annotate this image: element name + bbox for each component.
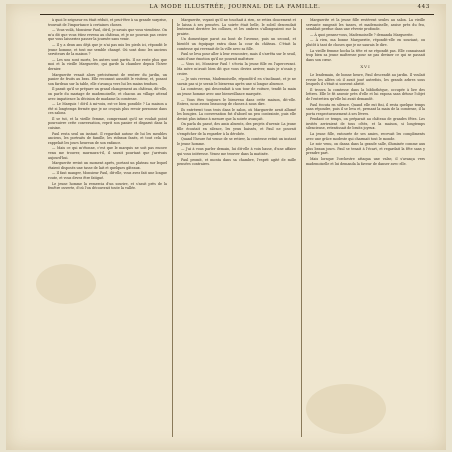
paragraph: Quand l'heure fut venue de se retirer, la comtesse retint un instant le jeune homme. <box>177 137 296 146</box>
paragraph: — À rien, ma bonne Marguerite, répondit-elle en souriant, ou plutôt à tant de choses que je ne saurais le dire. <box>306 38 425 47</box>
paragraph: Ils entrèrent tous trois dans le salon, où Marguerite avait allumé les bougies. La conversation fut d'abord un peu contrainte, puis elle devint plus intime à mesure que la soirée avançait. <box>177 107 296 121</box>
paragraph: Il parait qu'il se prépare un grand changement au château, dit-elle, on parle du mariage de mademoiselle, et chacun au village attend avec impatience la décision de madame la comtesse. <box>48 87 167 101</box>
column-separator <box>172 19 173 437</box>
paragraph: — Vous êtes toujours le bienvenu dans cette maison, dit-elle. Entrez, nous avons beaucoup de choses à nous dire. <box>177 97 296 107</box>
text-column-3 <box>306 18 425 438</box>
paragraph: Marguerite revint un moment après, portant un plateau sur lequel étaient disposés une tasse de lait et quelques gâteaux. <box>48 161 167 170</box>
paragraph: Il trouva la comtesse dans la bibliothèque, occupée à lire des lettres. Elle le fit asseoir près d'elle et lui exposa sans détour l'objet de l'entretien qu'elle lui avait demandé. <box>306 87 425 101</box>
paragraph: Paul resta seul un instant. Il regardait autour de lui les meubles anciens, les portraits de famille, les rideaux fanés, et tout cela lui rappelait les jours heureux de son enfance. <box>48 131 167 145</box>
paragraph: — Vous voilà, Monsieur Paul, dit-il, je savais que vous viendriez. On m'a dit que vous étiez revenu au château, et je ne pouvais pas croire que vous laisseriez passer la journée sans venir. <box>48 28 167 42</box>
paragraph: Marguerite et la jeune fille restèrent seules au salon. La vieille servante rangeait les tasses, et mademoiselle, assise près du feu, semblait perdue dans une rêverie profonde. <box>306 18 425 32</box>
paragraph: Le jeune homme la remercia d'un sourire, et s'assit près de la fenêtre ouverte, d'où l'on découvrait toute la vallée. <box>48 181 167 191</box>
paragraph: — J'ai à vous parler demain, lui dit-elle à voix basse, d'une affaire qui vous intéresse. Venez me trouver dans la matinée. <box>177 147 296 157</box>
paragraph: Le lendemain, de bonne heure, Paul descendit au jardin. Il voulait revoir les allées où il avait joué autrefois, les grands arbres sous lesquels il s'était si souvent abrité. <box>306 72 425 87</box>
column-separator <box>301 19 302 437</box>
paragraph: — Les uns sont morts, les autres sont partis. Il ne reste plus que moi et la vieille Marguerite, qui garde la chambre depuis l'hiver dernier. <box>48 57 167 71</box>
text-column-1 <box>48 18 167 438</box>
paragraph: à quoi le seigneur en était réduit, et peut-être à sa grande surprise, trouvait de l'importance à certaines choses. <box>48 18 167 27</box>
paragraph: — Le Marquis ! dit-il à mi-voix, est-ce bien possible ? La maison a été si longtemps fermée que je ne croyais plus revoir personne dans ces salons. <box>48 102 167 116</box>
paragraph: Mais lorsque l'orchestre attaqua une valse, il s'avança vers mademoiselle et lui demanda la faveur de danser avec elle. <box>306 157 425 166</box>
paragraph: Paul écouta en silence. Quand elle eut fini, il resta quelque temps sans répondre, puis il se leva et, prenant la main de la comtesse, il la porta respectueusement à ses lèvres. <box>306 102 425 116</box>
paragraph: — À quoi pensez-vous, Mademoiselle ? demanda Marguerite. <box>310 32 414 37</box>
paragraph: — Mais ce qui m'étonne, c'est que le marquis ne soit pas encore venu me trouver, murmura-t-il, il savait pourtant que j'arrivais aujourd'hui. <box>48 146 167 160</box>
paragraph: Il se tut, et la vieille femme, comprenant qu'il ne voulait point poursuivre cette conversation, reprit son panier et disparut dans la cuisine. <box>48 116 167 131</box>
paragraph: Paul promit, et monta dans sa chambre, l'esprit agité de mille pensées contraires. <box>177 157 296 167</box>
page-number: 443 <box>417 4 430 10</box>
paragraph: On parla du passé, des amis absents, des projets d'avenir. La jeune fille écoutait en silence, les yeux baissés, et Paul ne pouvait s'empêcher de la regarder à la dérobée. <box>177 122 296 136</box>
paragraph: — Vous ici, Monsieur Paul ! s'écria la jeune fille en l'apercevant. Ma mère m'avait bien dit que vous deviez arriver, mais je n'osais y croire. <box>177 62 296 76</box>
header-rule <box>40 14 434 15</box>
paragraph: Marguerite, voyant qu'il ne touchait à rien, se retira doucement et le laissa à ses pensées. La soirée était belle, le soleil descendait lentement derrière les collines, et les ombres s'allongeaient sur la prairie. <box>177 18 296 36</box>
paragraph: Un domestique parut au bout de l'avenue, puis un second, et bientôt un équipage entra dans la cour du château. C'était la comtesse qui revenait de la ville avec sa fille. <box>177 37 296 51</box>
paragraph: Marguerite venait alors précisément de rentrer du jardin, un panier de fruits au bras. Elle reconnut aussitôt le visiteur, et, posant son fardeau sur la table, elle s'avança vers lui les mains tendues. <box>48 72 167 86</box>
paragraph: La vieille femme hocha la tête et ne répondit pas. Elle connaissait trop bien sa jeune maîtresse pour ne pas deviner ce qui se passait dans son cœur. <box>306 48 425 62</box>
paragraph: — Je suis revenu, Mademoiselle, répondit-il en s'inclinant, et je ne savais pas si je serais le bienvenu après une si longue absence. <box>177 77 296 86</box>
paragraph: Pendant ce temps, on préparait au château de grandes fêtes. Les invités arrivaient de tous côtés, et la maison, si longtemps silencieuse, retentissait de bruits joyeux. <box>306 117 425 131</box>
paragraph: Le soir venu, on dansa dans la grande salle, illuminée comme aux plus beaux jours. Paul se tenait à l'écart, et regardait la fête sans y prendre part. <box>306 142 425 156</box>
paragraph: Paul se leva pour aller à leur rencontre, mais il s'arrêta sur le seuil, saisi d'une émotion qu'il ne pouvait maîtriser. <box>177 52 296 61</box>
journal-title: LA MODE ILLUSTRÉE, JOURNAL DE LA FAMILLE. <box>149 4 321 10</box>
paragraph: La jeune fille, entourée de ses amies, recevait les compliments avec une grâce modeste qui charmait tout le monde. <box>306 132 425 141</box>
text-column-2 <box>177 18 296 438</box>
paragraph: — Il y a deux ans déjà que je n'ai pas mis les pieds ici, répondit le jeune homme, et tout me semble changé. Où sont donc les anciens serviteurs de la maison ? <box>48 42 167 57</box>
paragraph: — Il faut manger, Monsieur Paul, dit-elle, vous avez fait une longue route, et vous devez être fatigué. <box>48 171 167 180</box>
paragraph: La comtesse, qui descendait à son tour de voiture, tendit la main au jeune homme avec une bienveillance marquée. <box>177 87 296 96</box>
section-number: XVI <box>360 64 371 70</box>
running-header <box>40 4 430 14</box>
